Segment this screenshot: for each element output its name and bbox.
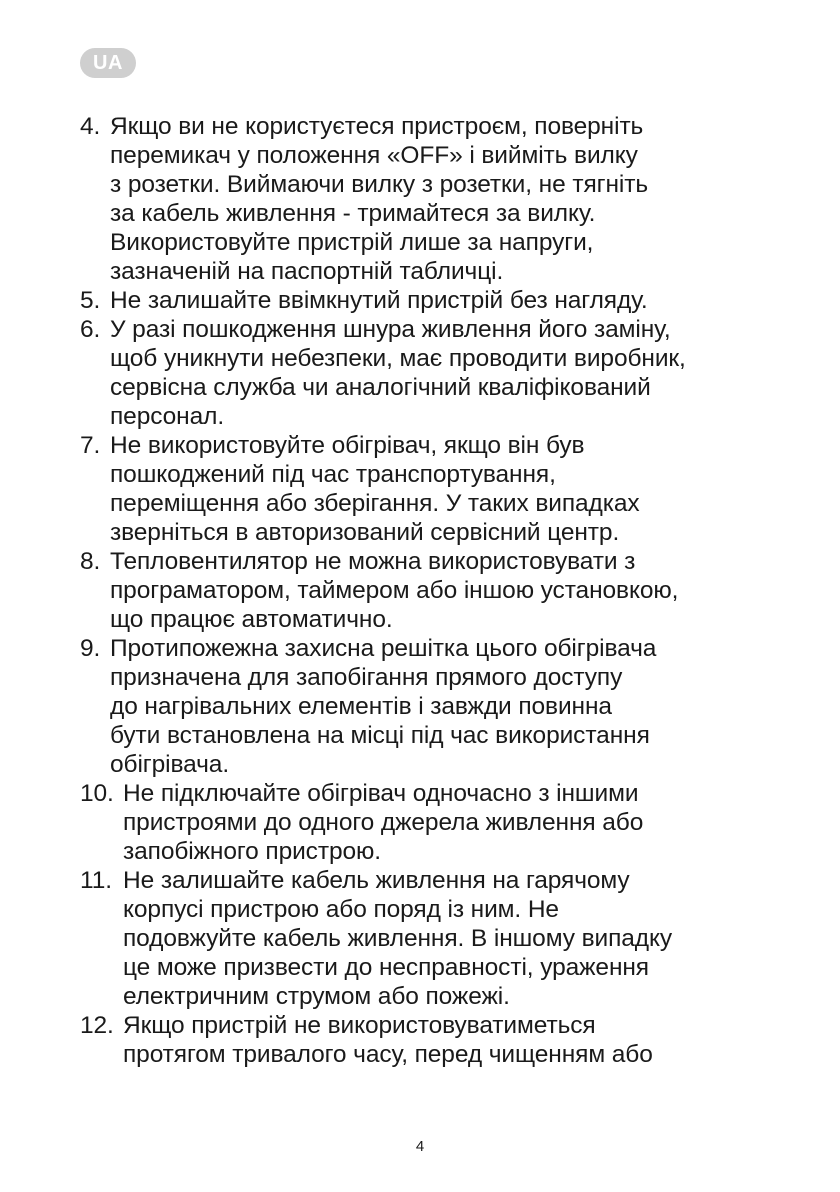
item-text-line: програматором, таймером або іншою установкою,: [110, 577, 679, 604]
item-text-line: перемикач у положення «OFF» і вийміть вилку: [110, 142, 638, 169]
item-text-line: Використовуйте пристрій лише за напруги,: [110, 229, 594, 256]
item-text-line: корпусі пристрою або поряд із ним. Не: [123, 896, 559, 923]
item-text-line: Якщо ви не користуєтеся пристроєм, поверніть: [110, 113, 644, 140]
item-text-line: протягом тривалого часу, перед чищенням або: [123, 1041, 653, 1068]
item-text-line: Протипожежна захисна решітка цього обігрівача: [110, 635, 657, 662]
item-text-line: пристроями до одного джерела живлення або: [123, 809, 644, 836]
item-text-line: за кабель живлення - тримайтеся за вилку.: [110, 200, 596, 227]
list-item: [80, 431, 770, 547]
item-text-line: зазначеній на паспортній табличці.: [110, 258, 504, 285]
item-text-line: пошкоджений під час транспортування,: [110, 461, 556, 488]
list-item: [80, 634, 770, 779]
item-number: 4.: [80, 113, 101, 140]
item-text-line: сервісна служба чи аналогічний кваліфікований: [110, 374, 651, 401]
page-number: 4: [415, 1138, 425, 1155]
item-number: 6.: [80, 316, 101, 343]
item-number: 9.: [80, 635, 101, 662]
list-item: [80, 1011, 770, 1069]
item-text-line: У разі пошкодження шнура живлення його заміну,: [110, 316, 671, 343]
list-item: [80, 547, 770, 634]
item-number: 5.: [80, 287, 101, 314]
item-number: 8.: [80, 548, 101, 575]
item-text-line: запобіжного пристрою.: [123, 838, 381, 865]
item-text-line: Тепловентилятор не можна використовувати з: [110, 548, 636, 575]
list-item: [80, 779, 770, 866]
item-text-line: зверніться в авторизований сервісний центр.: [110, 519, 620, 546]
item-number: 7.: [80, 432, 101, 459]
item-text-line: Якщо пристрій не використовуватиметься: [123, 1012, 596, 1039]
language-badge: UA: [80, 48, 136, 78]
item-number: 11.: [80, 867, 112, 894]
item-text-line: Не залишайте ввімкнутий пристрій без нагляду.: [110, 287, 648, 314]
item-text-line: обігрівача.: [110, 751, 230, 778]
item-number: 10.: [80, 780, 114, 807]
list-item: [80, 866, 770, 1011]
item-text-line: Не залишайте кабель живлення на гарячому: [123, 867, 630, 894]
item-text-line: електричним струмом або пожежі.: [123, 983, 510, 1010]
list-item: [80, 315, 770, 431]
item-text-line: персонал.: [110, 403, 225, 430]
item-text-line: що працює автоматично.: [110, 606, 393, 633]
item-text-line: з розетки. Виймаючи вилку з розетки, не тягніть: [110, 171, 649, 198]
item-text-line: бути встановлена на місці під час використання: [110, 722, 650, 749]
item-text-line: переміщення або зберігання. У таких випадках: [110, 490, 640, 517]
item-text-line: Не використовуйте обігрівач, якщо він був: [110, 432, 585, 459]
list-item: [80, 286, 770, 315]
item-text-line: це може призвести до несправності, ураження: [123, 954, 649, 981]
item-text-line: Не підключайте обігрівач одночасно з іншими: [123, 780, 639, 807]
item-number: 12.: [80, 1012, 114, 1039]
item-text-line: подовжуйте кабель живлення. В іншому випадку: [123, 925, 673, 952]
instructions-list: [80, 112, 770, 1069]
item-text-line: щоб уникнути небезпеки, має проводити виробник,: [110, 345, 686, 372]
item-text-line: призначена для запобігання прямого доступу: [110, 664, 623, 691]
item-text-line: до нагрівальних елементів і завжди повинна: [110, 693, 612, 720]
list-item: [80, 112, 770, 286]
